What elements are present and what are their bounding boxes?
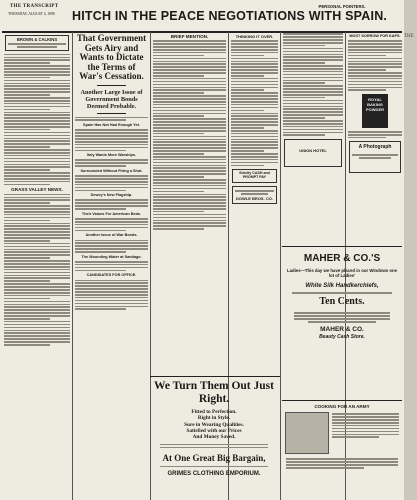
column-divider	[72, 32, 73, 500]
firm-name: BROWN & CALKINS	[16, 37, 58, 42]
story-heading: Surrounded Without Firing a Shot.	[80, 168, 143, 173]
royal-baking-powder-logo: ROYAL BAKING POWDER	[362, 94, 388, 128]
date-line: THURSDAY, AUGUST 4, 1898	[8, 12, 55, 16]
bargain-line: At One Great Big Bargain,	[162, 452, 266, 463]
story-heading: Their Values For American Beds.	[81, 211, 142, 216]
maher-store: Beauty Cash Store.	[319, 333, 365, 340]
maher-ad	[282, 246, 402, 397]
grass-valley-heading: GRASS VALLEY NEWS.	[11, 187, 63, 193]
masthead	[0, 0, 404, 32]
cooking-heading: COOKING FOR AN ARMY	[314, 404, 370, 409]
column-1	[4, 32, 70, 500]
photograph-ad: A Photograph	[349, 141, 401, 173]
lead-headline: That Government Gets Airy and Wants to Dictate the Terms of War's Cessation.	[76, 33, 147, 82]
grimes-clothing-ad	[150, 378, 278, 495]
story-heading: Italy Wants More Warships.	[86, 153, 137, 158]
union-hotel-ad: UNION HOTEL	[284, 139, 342, 167]
cooking-ad	[282, 400, 402, 497]
maher-subtitle: Ladies—This day we have placed in our Windows one lot of Ladies'	[286, 268, 398, 279]
thinking-heading: THINKING IT OVER.	[235, 34, 274, 39]
cash-notice: Strictly CASH and PROMPT PAY	[232, 169, 277, 183]
personal-pointers-heading: PERSONAL POINTERS.	[318, 4, 366, 9]
turn-title: We Turn Them Out Just Right.	[154, 380, 274, 405]
lead-subhead: Another Large Issue of Government Bonds Deemed Probable.	[80, 88, 143, 110]
lead-story-column	[75, 32, 148, 500]
illustration	[285, 412, 329, 454]
story-heading: The Wounding Water at Santiago.	[81, 254, 142, 259]
column-divider	[280, 32, 281, 500]
text-block	[4, 54, 70, 186]
text-block	[4, 194, 70, 346]
sorrow-heading: MOST SORROW FOR KAPS.	[349, 34, 401, 38]
column-4	[231, 32, 278, 374]
brown-calkins-ad	[5, 35, 69, 51]
next-page-edge: THE	[404, 0, 417, 500]
candidates-heading: CANDIDATES FOR OFFICE.	[86, 273, 137, 278]
banner-headline: HITCH IN THE PEACE NEGOTIATIONS WITH SPAIN.	[72, 9, 388, 23]
turn-list: Fitted to Perfection. Right in Style. Sure in Wearing Qualities. Satisfied with our Prices And Money Saved.	[184, 409, 244, 441]
dowle-ad: DOWLE BROS. CO.	[232, 186, 277, 204]
brief-mention-heading: BRIEF MENTION.	[170, 34, 209, 39]
handkerchiefs: White Silk Handkerchiefs,	[305, 282, 379, 289]
story-heading: Another Issue of War Bonds.	[85, 233, 138, 238]
maher-title: MAHER & CO.'S	[303, 253, 381, 264]
paper-name: THE TRANSCRIPT	[10, 4, 59, 9]
price-ten-cents: Ten Cents.	[319, 296, 365, 307]
grimes-name: GRIMES CLOTHING EMPORIUM.	[167, 470, 261, 477]
story-heading: Dewey's New Flagship.	[90, 193, 133, 198]
story-heading: Spain Has Not Had Enough Yet.	[83, 123, 140, 128]
column-3	[153, 32, 226, 374]
maher-signature: MAHER & CO.	[320, 325, 364, 333]
